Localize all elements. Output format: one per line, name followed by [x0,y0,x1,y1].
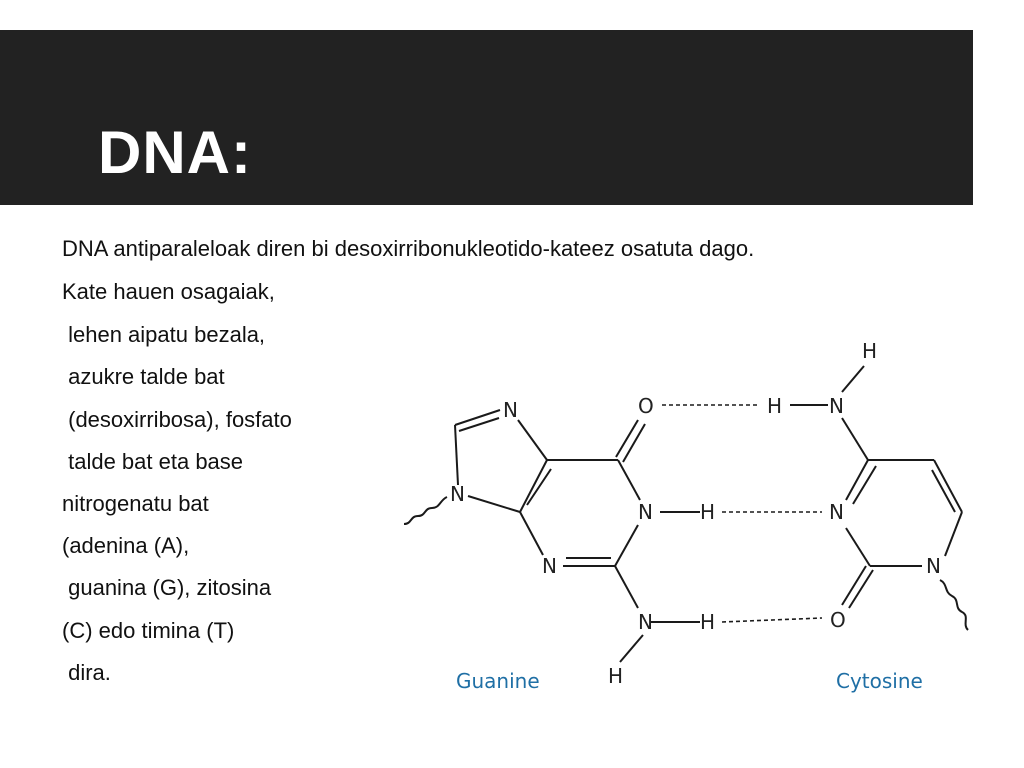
text-line: DNA antiparaleloak diren bi desoxirribonukleotido-kateez osatuta dago. [62,236,755,261]
text-line: (adenina (A), [62,533,190,558]
cytosine-caption: Cytosine [836,669,923,693]
atom-label: N [829,394,844,418]
text-line: nitrogenatu bat [62,491,209,516]
guanine-caption: Guanine [456,669,540,693]
text-line: (C) edo timina (T) [62,618,235,643]
atom-label: N [829,500,844,524]
atom-label: H [767,394,783,418]
atom-label: O [830,608,846,632]
atom-label: N [450,482,465,506]
text-line: Kate hauen osagaiak, [62,279,275,304]
atom-label: O [638,394,654,418]
page-title: DNA: [98,119,252,186]
atom-label: N [638,610,653,634]
atom-label: N [542,554,557,578]
hydrogen-bonds [662,405,822,622]
cytosine-bonds [790,366,968,630]
text-line: (desoxirribosa), fosfato [62,407,292,432]
atom-label: N [926,554,941,578]
atom-label: N [503,398,518,422]
atom-label: H [862,339,878,363]
atom-label: H [700,610,716,634]
atom-label: H [608,664,624,688]
text-line: guanina (G), zitosina [62,575,272,600]
text-line: talde bat eta base [62,449,244,474]
guanine-bonds [404,410,700,662]
atom-label: N [638,500,653,524]
base-pair-diagram [395,330,995,700]
text-line: lehen aipatu bezala, [62,322,266,347]
atom-label: H [700,500,716,524]
text-line: dira. [62,660,111,685]
text-line: azukre talde bat [62,364,225,389]
